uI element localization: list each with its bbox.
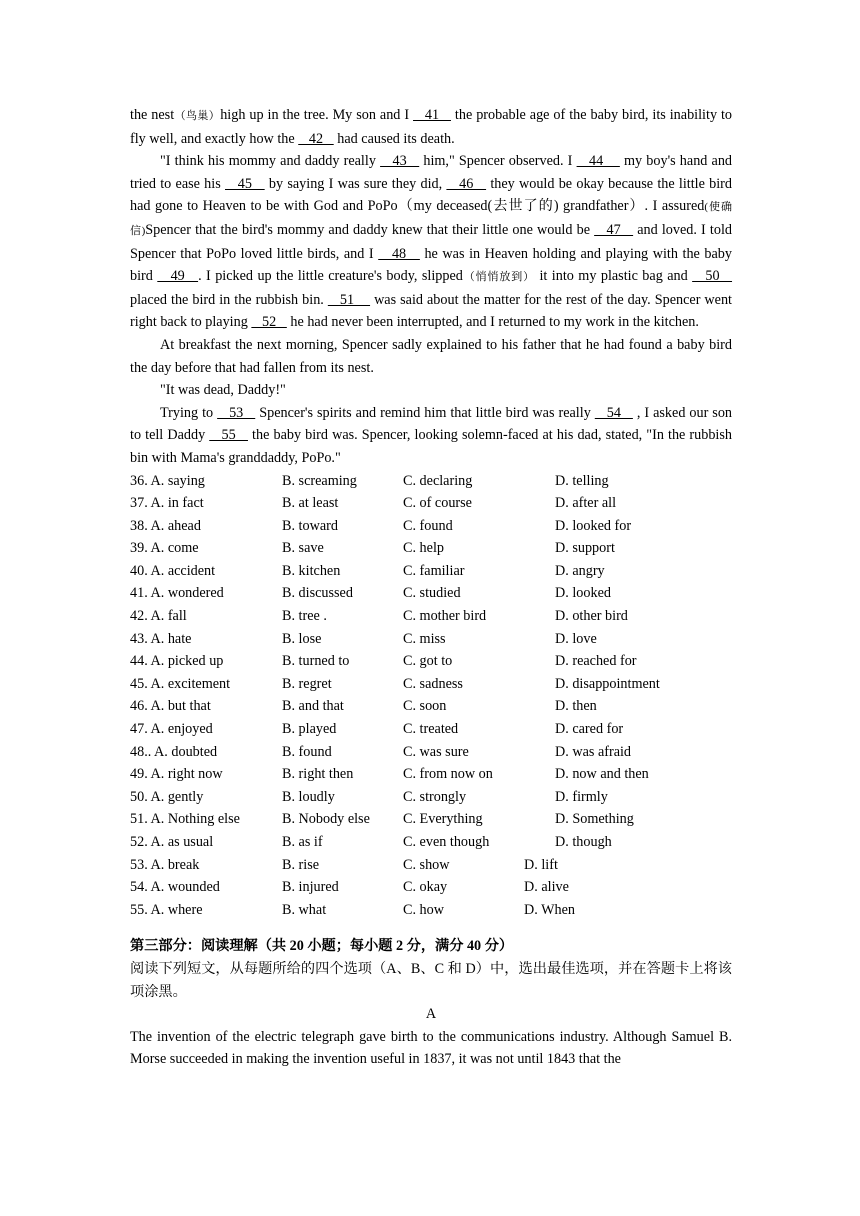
question-row [130,786,732,809]
blank-43: 43 [380,153,420,170]
option-d: D. firmly [555,788,608,805]
question-row [130,718,732,741]
option-c: C. got to [403,653,453,670]
option-b: B. kitchen [282,562,341,579]
option-b: B. rise [282,856,320,873]
option-a: 53. A. break [130,856,200,873]
option-a: 50. A. gently [130,788,204,805]
passage-paragraph-3: At breakfast the next morning, Spencer sadly explained to his father that he had found a baby bird the day before that had fallen from its nest. [130,336,732,376]
question-row [130,808,732,831]
blank-48: 48 [378,245,420,262]
blank-49: 49 [157,268,199,285]
option-c: C. was sure [403,743,469,760]
option-d: D. after all [555,495,617,512]
option-a: 42. A. fall [130,608,187,625]
option-d: D. now and then [555,766,649,783]
blank-47: 47 [594,221,634,238]
blank-55: 55 [209,427,248,444]
question-row [130,605,732,628]
passage-label: A [425,1006,437,1023]
option-b: B. and that [282,698,344,715]
option-c: C. declaring [403,472,473,489]
option-a: 36. A. saying [130,472,205,489]
question-row [130,582,732,605]
option-a: 44. A. picked up [130,653,224,670]
option-a: 38. A. ahead [130,517,201,534]
option-a: 51. A. Nothing else [130,811,240,828]
option-d: D. alive [524,879,569,896]
option-c: C. help [403,540,444,557]
question-row [130,537,732,560]
question-row [130,560,732,583]
option-a: 47. A. enjoyed [130,721,213,738]
option-d: D. then [555,698,597,715]
option-a: 48.. A. doubted [130,743,218,760]
question-row [130,899,732,922]
option-c: C. Everything [403,811,483,828]
option-d: D. telling [555,472,609,489]
question-row [130,515,732,538]
option-b: B. what [282,901,327,918]
passage-paragraph-1: the nest（鸟巢）high up in the tree. My son and I 41 the probable age of the baby bird, its inability to fly well, and exactly how the 42 had caused its death. [130,107,733,147]
option-c: C. okay [403,879,448,896]
option-c: C. miss [403,630,446,647]
question-row [130,695,732,718]
option-b: B. turned to [282,653,350,670]
option-b: B. lose [282,630,322,647]
option-b: B. tree . [282,608,327,625]
section-instructions: 阅读下列短文，从每题所给的四个选项（A、B、C 和 D）中，选出最佳选项，并在答题卡上将该项涂黑。 [130,960,732,1000]
blank-52: 52 [251,314,287,331]
blank-53: 53 [217,404,256,421]
option-a: 45. A. excitement [130,675,231,692]
option-d: D. Something [555,811,634,828]
option-c: C. treated [403,721,459,738]
option-d: D. angry [555,562,605,579]
option-d: D. love [555,630,597,647]
option-a: 41. A. wondered [130,585,224,602]
blank-44: 44 [576,153,620,170]
option-d: D. was afraid [555,743,632,760]
question-row [130,831,732,854]
option-b: B. right then [282,766,354,783]
question-list [130,470,732,922]
option-b: B. injured [282,879,339,896]
section-heading: 第三部分：阅读理解（共 20 小题；每小题 2 分，满分 40 分） [130,938,514,955]
option-d: D. cared for [555,721,624,738]
option-b: B. loudly [282,788,335,805]
option-d: D. support [555,540,615,557]
option-d: D. though [555,834,612,850]
question-row [130,628,732,651]
passage-paragraph-5: Trying to 53 Spencer's spirits and remind him that little bird was really 54 , I asked our son to tell Daddy 55 the baby bird was. Spencer, looking solemn-faced at his dad, stated, "In the rubbish bin with Mama's granddaddy, PoPo." [130,404,733,466]
passage-paragraph-4: "It was dead, Daddy!" [160,382,286,399]
question-row [130,492,732,515]
blank-50: 50 [692,268,733,285]
option-d: D. looked for [555,517,632,534]
option-c: C. soon [403,698,447,715]
blank-41: 41 [413,107,451,123]
option-d: D. When [524,901,575,918]
option-b: B. screaming [282,472,357,489]
option-c: C. sadness [403,675,463,692]
question-row [130,650,732,673]
option-c: C. found [403,517,453,534]
option-b: B. regret [282,675,332,692]
option-a: 52. A. as usual [130,834,214,850]
option-c: C. strongly [403,788,467,805]
option-c: C. studied [403,585,461,602]
option-a: 39. A. come [130,540,199,557]
blank-54: 54 [594,404,633,421]
option-a: 46. A. but that [130,698,211,715]
option-c: C. show [403,856,450,873]
option-a: 54. A. wounded [130,879,220,896]
option-b: B. found [282,743,332,760]
document-page [130,104,732,1071]
question-row [130,854,732,877]
option-c: C. mother bird [403,608,487,625]
blank-51: 51 [327,291,371,308]
option-c: C. of course [403,495,472,512]
option-c: C. from now on [403,766,493,783]
question-row [130,673,732,696]
option-b: B. played [282,721,337,738]
option-a: 40. A. accident [130,562,216,579]
option-c: C. familiar [403,562,465,579]
question-row [130,470,732,493]
option-c: C. even though [403,834,490,850]
option-d: D. disappointment [555,675,660,692]
question-row [130,741,732,764]
reading-passage-text: The invention of the electric telegraph gave birth to the communications industry. Although Samuel B. Morse succeeded in making the invention useful in 1837, it was not until 1843 that the [130,1028,732,1068]
option-a: 43. A. hate [130,630,192,647]
option-d: D. looked [555,585,611,602]
option-d: D. lift [524,856,558,873]
question-row [130,763,732,786]
option-b: B. toward [282,517,338,534]
option-b: B. save [282,540,324,557]
option-a: 37. A. in fact [130,495,204,512]
passage-paragraph-2: "I think his mommy and daddy really 43 him," Spencer observed. I 44 my boy's hand and tried to ease his 45 by saying I was sure they did, 46 they would be okay because the little bird had gone to Heaven to be with God and PoPo（my deceased(去世了的) grandfather）. I assured(使确信)Spencer that the bird's mommy and daddy knew that their little one would be 47 and loved. I told Spencer that PoPo loved little birds, and I 48 he was in Heaven holding and playing with the baby bird 49 . I picked up the little creature's body, slipped（悄悄放到） it into my plastic bag and 50 placed the bird in the rubbish bin. 51 was said about the matter for the rest of the day. Spencer went right back to playing 52 he had never been interrupted, and I returned to my work in the kitchen. [130,153,733,331]
blank-42: 42 [298,130,334,147]
option-d: D. reached for [555,653,637,670]
option-b: B. Nobody else [282,811,370,828]
option-a: 55. A. where [130,901,203,918]
option-b: B. at least [282,495,339,512]
blank-46: 46 [446,175,487,192]
question-row [130,876,732,899]
option-d: D. other bird [555,608,628,625]
blank-45: 45 [225,175,265,192]
option-a: 49. A. right now [130,766,223,783]
option-c: C. how [403,901,444,918]
option-b: B. discussed [282,585,353,602]
option-b: B. as if [282,834,323,850]
